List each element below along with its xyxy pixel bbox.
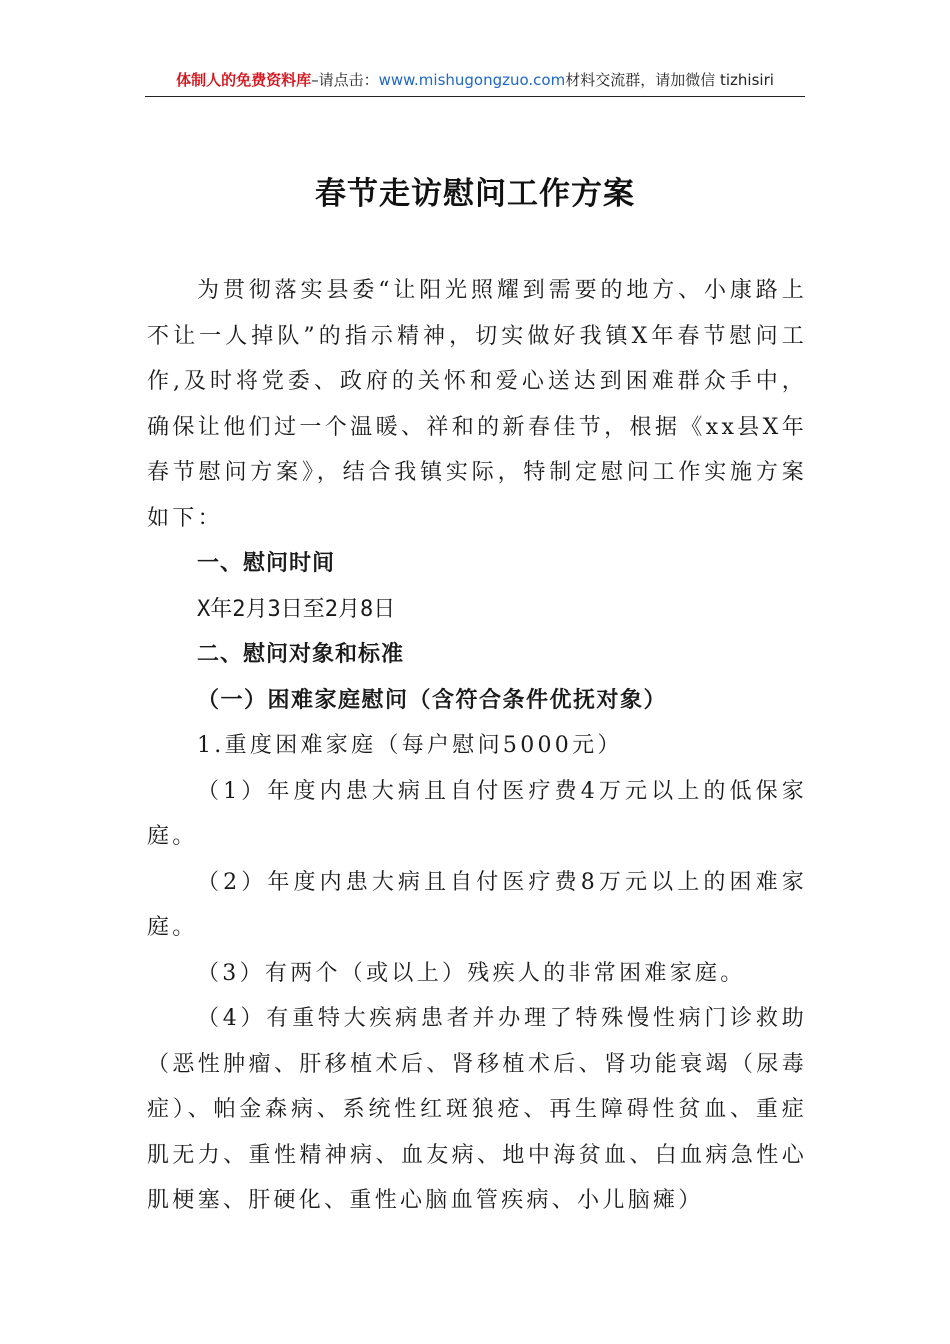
- list-item: （2）年度内患大病且自付医疗费8万元以上的困难家庭。: [147, 869, 807, 940]
- document-title: 春节走访慰问工作方案: [315, 176, 635, 212]
- document-body: [147, 268, 807, 1224]
- header-url-link[interactable]: www.mishugongzuo.com: [378, 71, 566, 89]
- section-heading-time: 一、慰问时间: [197, 551, 336, 576]
- header-divider: [145, 96, 805, 97]
- section-heading-targets: 二、慰问对象和标准: [197, 642, 405, 667]
- list-item: （4）有重特大疾病患者并办理了特殊慢性病门诊救助（恶性肿瘤、肝移植术后、肾移植术后、肾功能衰竭（尿毒症）、帕金森病、系统性红斑狼疮、再生障碍性贫血、重症肌无力、重性精神病、血友病、地中海贫血、白血病急性心肌梗塞、肝硬化、重性心脑血管疾病、小儿脑瘫）: [147, 1006, 807, 1213]
- header-brand[interactable]: 体制人的免费资料库: [176, 71, 312, 89]
- list-item: 1.重度困难家庭（每户慰问5000元）: [197, 733, 623, 758]
- list-item: （1）年度内患大病且自付医疗费4万元以上的低保家庭。: [147, 778, 807, 849]
- page-header: [145, 66, 805, 94]
- intro-paragraph: 为贯彻落实县委“让阳光照耀到需要的地方、小康路上不让一人掉队”的指示精神，切实做好我镇X年春节慰问工作,及时将党委、政府的关怀和爱心送达到困难群众手中，确保让他们过一个温暖、祥和的新春佳节，根据《xx县X年春节慰问方案》，结合我镇实际，特制定慰问工作实施方案如下：: [147, 278, 807, 531]
- header-prompt: –请点击：: [311, 71, 379, 89]
- subsection-heading-families: （一）困难家庭慰问（含符合条件优抚对象）: [197, 686, 668, 713]
- section-text-time: X年2月3日至2月8日: [197, 596, 396, 622]
- list-item: （3）有两个（或以上）残疾人的非常困难家庭。: [197, 960, 746, 986]
- header-tail: 材料交流群，请加微信 tizhisiri: [565, 71, 774, 89]
